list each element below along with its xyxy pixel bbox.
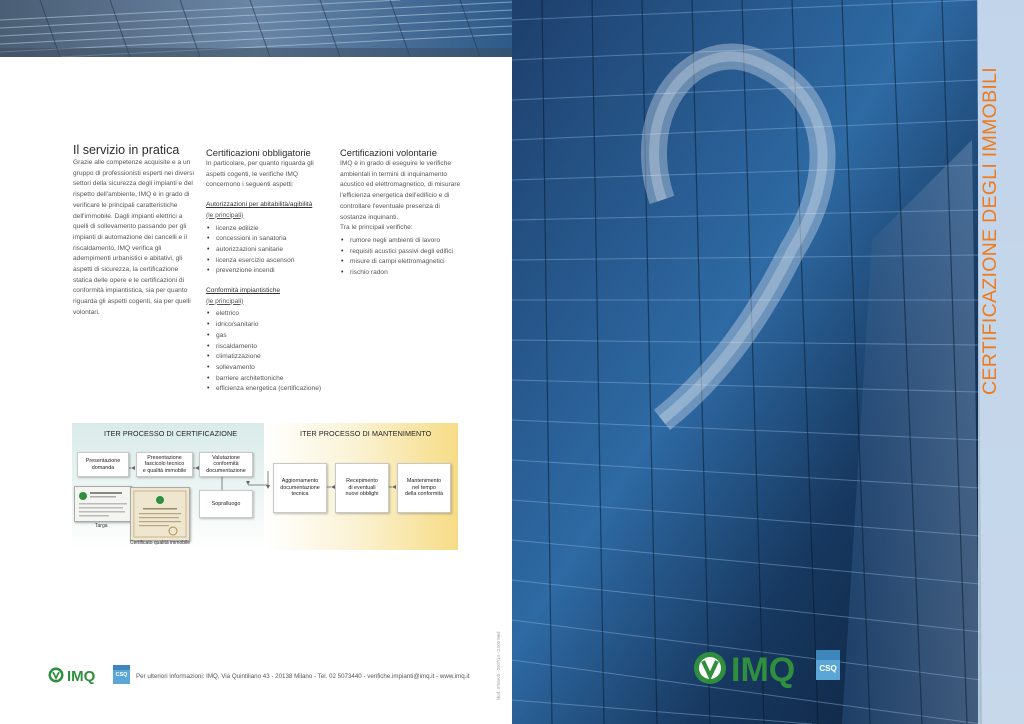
certification-heading: ITER PROCESSO DI CERTIFICAZIONE [104, 429, 238, 438]
list-item: • climatizzazione [216, 352, 334, 363]
step-presentazione-domanda: Presentazione domanda [77, 452, 129, 477]
step-sopralluogo: Sopralluogo [199, 490, 253, 518]
list-item: • barriere architettoniche [216, 374, 334, 385]
step-valutazione-conformita: Valutazione conformità documentazione [199, 452, 253, 477]
list-intro: Tra le principali verifiche: [340, 224, 413, 232]
column-servizio [73, 143, 199, 319]
imq-logo-text: IMQ [67, 668, 96, 684]
subsection-note: (le principali) [206, 211, 244, 219]
caption-certificato: Certificato qualità immobile [130, 540, 191, 546]
section-title: Il servizio in pratica [73, 143, 180, 157]
right-page [512, 0, 1024, 724]
list-item: • riscaldamento [216, 342, 334, 353]
csq-badge: CSQ [113, 665, 130, 684]
section-title: Certificazioni obbligatorie [206, 147, 311, 158]
list-item: • idrico/sanitario [216, 320, 334, 331]
subsection-note: (le principali) [206, 297, 244, 305]
list-item: • rumore negli ambienti di lavoro [350, 236, 464, 247]
section-title: Certificazioni volontarie [340, 147, 437, 158]
list-item: • elettrico [216, 309, 334, 320]
step-recepimento-obblighi: Recepimento di eventuali nuovi obblighi [335, 463, 389, 513]
body-text: In particolare, per quanto riguarda gli aspetti cogenti, le verifiche IMQ concernono i seguenti aspetti: [206, 160, 314, 189]
subsection-title: Conformità impiantistiche [206, 287, 281, 295]
list-item: • licenza esercizio ascensori [216, 256, 334, 267]
print-code: Mod. 3755A/0 - 2007/10 - 2.000 Med [496, 631, 501, 700]
imq-logo [48, 666, 110, 684]
bullet-list [340, 236, 464, 279]
imq-logo-large [692, 648, 822, 688]
step-presentazione-fascicolo: Presentazione fascicolo tecnico e qualità immobile [136, 452, 193, 477]
building-photo [512, 0, 1024, 724]
list-item: • sollevamento [216, 363, 334, 374]
bullet-list [206, 309, 334, 395]
caption-targa: Targa [95, 523, 108, 529]
list-item: • licenze edilizie [216, 224, 334, 235]
step-aggiornamento-documentazione: Aggiornamento documentazione tecnica [273, 463, 327, 513]
footer [0, 660, 512, 690]
list-item: • rischio radon [350, 268, 464, 279]
bullet-list [206, 224, 334, 278]
list-item: • prevenzione incendi [216, 266, 334, 277]
body-text: IMQ è in grado di eseguire le verifiche ambientali in termini di inquinamento acustico ed elettromagnetico, di misurare l'efficienza energetica dell'edificio e di controllare l'eventuale presenza di sostanze inquinanti. [340, 160, 461, 221]
list-item: • requisiti acustici passivi degli edifici [350, 247, 464, 258]
column-volontarie [340, 146, 464, 279]
step-mantenimento-conformita: Mantenimento nel tempo della conformità [397, 463, 451, 513]
contact-info: Per ulteriori informazioni: IMQ, Via Quintiliano 43 - 20138 Milano - Tel. 02 5073440 - verifiche.impianti@imq.it - www.imq.it [136, 673, 470, 680]
building-photo-strip [0, 0, 512, 57]
subsection-title: Autorizzazioni per abitabilità/agibilità [206, 201, 313, 209]
process-diagram [72, 423, 458, 550]
targa-image [74, 486, 132, 522]
vertical-title: CERTIFICAZIONE DEGLI IMMOBILI [979, 67, 1001, 395]
certificate-image [130, 487, 190, 541]
column-obbligatorie [206, 146, 334, 395]
imq-logo-large-text: IMQ [731, 651, 796, 688]
list-item: • concessioni in sanatoria [216, 234, 334, 245]
list-item: • misure di campi elettromagnetici [350, 257, 464, 268]
csq-badge-large: CSQ [816, 650, 840, 680]
list-item: • autorizzazioni sanitarie [216, 245, 334, 256]
list-item: • gas [216, 331, 334, 342]
body-text: Grazie alle competenze acquisite e a un gruppo di professionisti esperti nei diversi settori della sicurezza degli impianti e del rispetto dell'ambiente, IMQ è in grado di verificare le principali caratteristiche dell'immobile. Dagli impianti elettrici a quelli di sollevamento passando per gli impianti di automazione dei cancelli e il riscaldamento, IMQ verifica gli adempimenti urbanistici e abitativi, gli aspetti di sicurezza, la certificazione statica delle opere e le certificazioni di conformità impiantistica, sia per quanto riguarda gli aspetti cogenti, sia per quelli volontari. [73, 159, 194, 316]
list-item: • efficienza energetica (certificazione) [216, 384, 334, 395]
maintenance-heading: ITER PROCESSO DI MANTENIMENTO [300, 429, 432, 438]
